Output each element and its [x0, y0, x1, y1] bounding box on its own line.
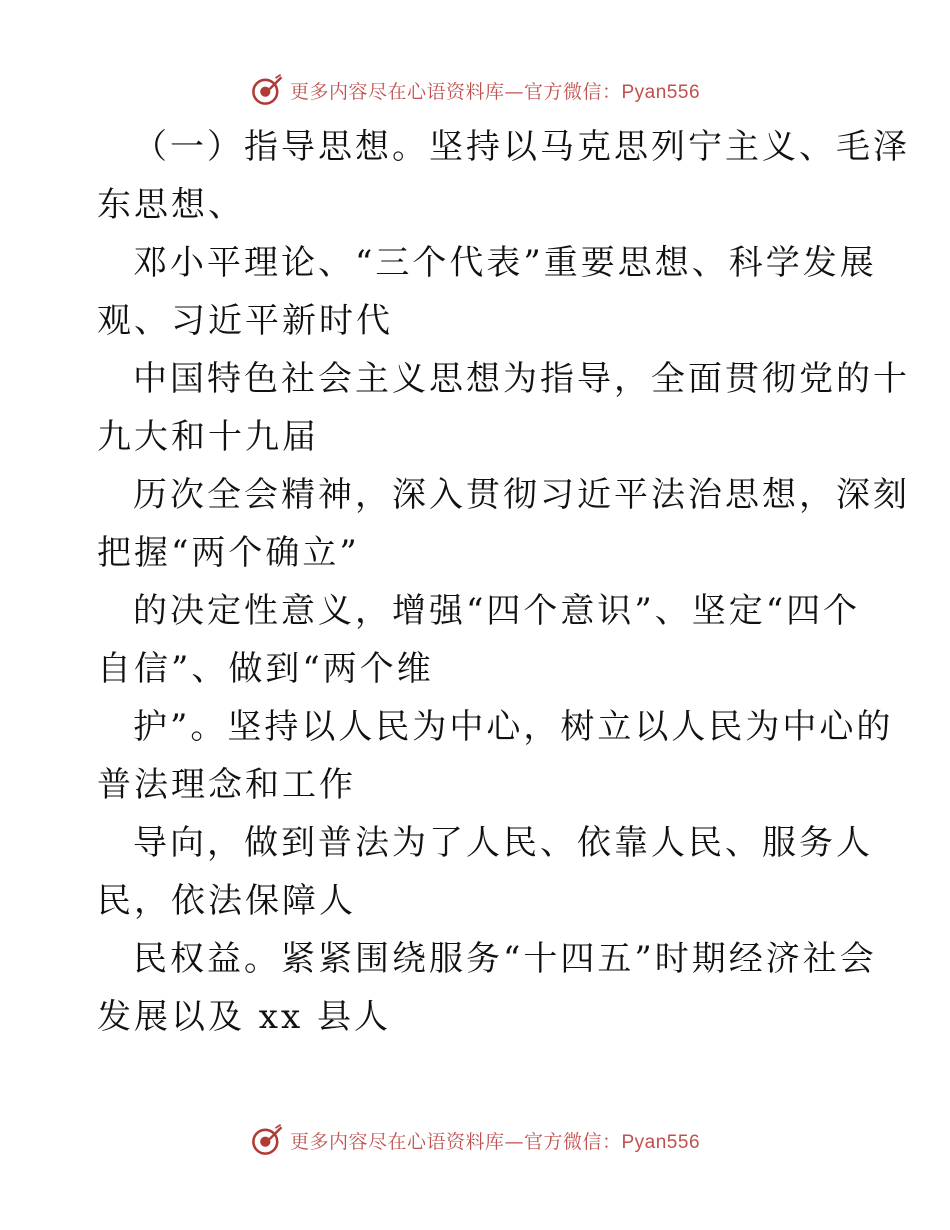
- text-line: 护”。坚持以人民为中心，树立以人民为中心的: [133, 707, 894, 747]
- wechat-id: Pyan556: [621, 81, 701, 103]
- text-line: 发展以及 xx 县人: [97, 997, 391, 1037]
- text-line: 普法理念和工作: [97, 765, 356, 805]
- text-line: 把握“两个确立”: [97, 533, 360, 573]
- document-body: [97, 118, 910, 1046]
- header-watermark: [0, 70, 950, 110]
- text-line: 东思想、: [97, 185, 245, 225]
- quill-seal-icon: [250, 1123, 284, 1157]
- text-line: 的决定性意义，增强“四个意识”、坚定“四个: [133, 591, 861, 631]
- text-line: 自信”、做到“两个维: [97, 649, 434, 689]
- watermark-text: 更多内容尽在心语资料库—官方微信：Pyan556: [289, 80, 701, 103]
- text-line: 邓小平理论、“三个代表”重要思想、科学发展: [133, 243, 877, 283]
- text-line: 民权益。紧紧围绕服务“十四五”时期经济社会: [133, 939, 877, 979]
- text-line: （一）指导思想。坚持以马克思列宁主义、毛泽: [133, 127, 910, 167]
- quill-seal-icon: [250, 73, 284, 107]
- watermark-text: 更多内容尽在心语资料库—官方微信：Pyan556: [289, 1130, 701, 1153]
- wechat-id: Pyan556: [621, 1131, 701, 1153]
- text-line: 民，依法保障人: [97, 881, 356, 921]
- text-line: 中国特色社会主义思想为指导，全面贯彻党的十: [133, 359, 910, 399]
- text-line: 观、习近平新时代: [97, 301, 393, 341]
- text-line: 历次全会精神，深入贯彻习近平法治思想，深刻: [133, 475, 910, 515]
- footer-watermark: [0, 1120, 950, 1160]
- text-line: 九大和十九届: [97, 417, 319, 457]
- text-line: 导向，做到普法为了人民、依靠人民、服务人: [133, 823, 873, 863]
